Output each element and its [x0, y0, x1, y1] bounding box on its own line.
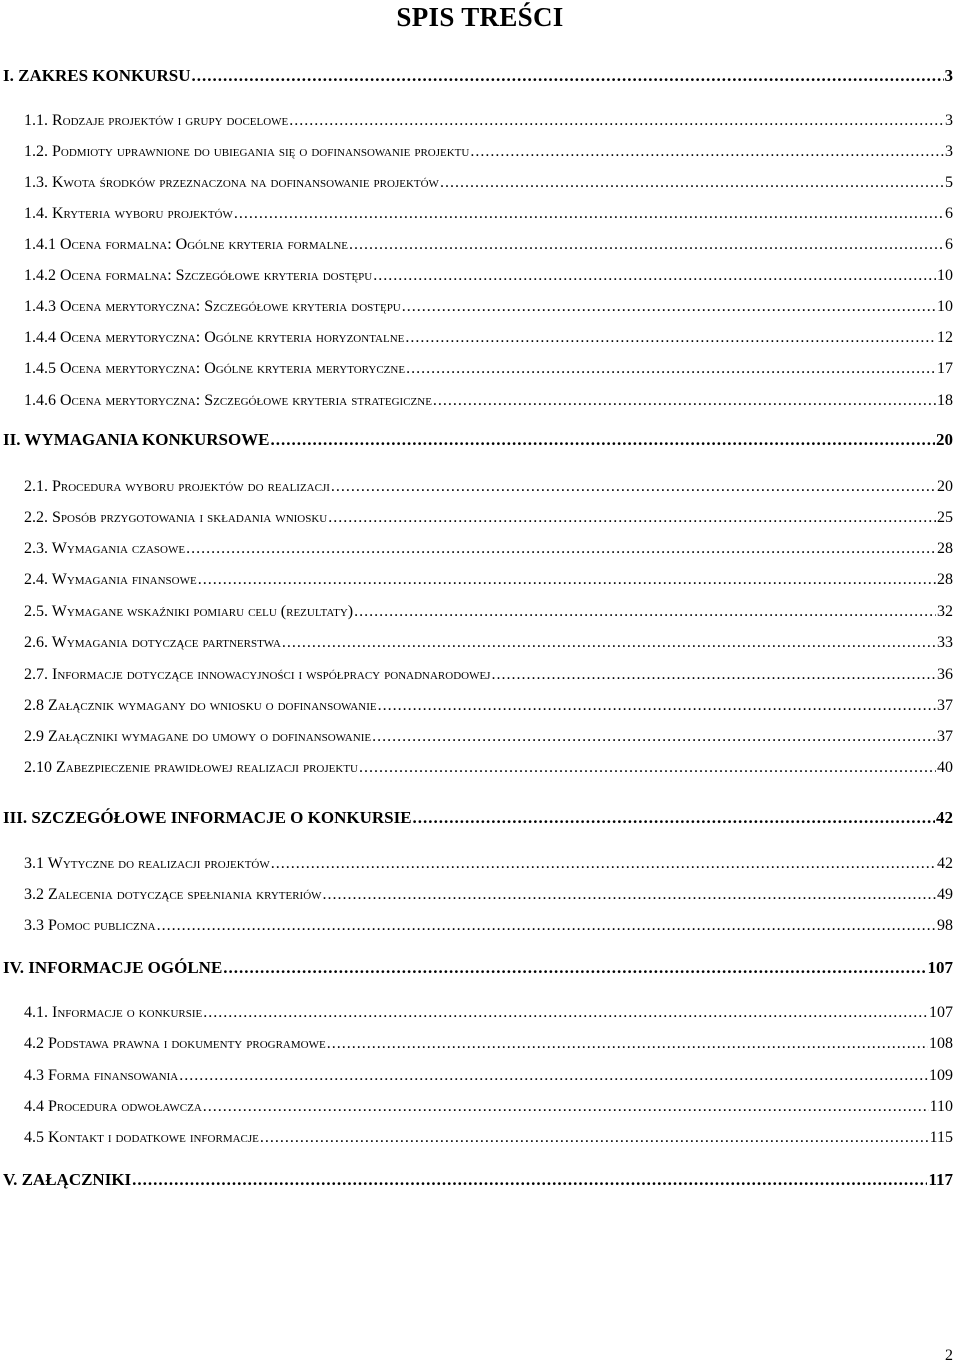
toc-entry-page: 28 [937, 571, 953, 588]
toc-entry-label: 1.4.4 Ocena merytoryczna: Ogólne kryteria horyzontalne [24, 329, 405, 346]
toc-entry-page: 3 [945, 112, 953, 129]
toc-entry[interactable] [24, 917, 953, 935]
toc-leader-dots [406, 360, 936, 378]
toc-entry-label: 1.4.5 Ocena merytoryczna: Ogólne kryteria merytoryczne [24, 360, 406, 377]
toc-entry-label: 2.9 Załączniki wymagane do umowy o dofinansowanie [24, 728, 372, 745]
toc-entry[interactable] [24, 174, 953, 192]
toc-entry[interactable] [24, 112, 953, 130]
toc-leader-dots [354, 603, 936, 621]
toc-entry[interactable] [24, 298, 953, 316]
toc-leader-dots [198, 571, 936, 589]
toc-entry[interactable] [24, 697, 953, 715]
toc-entry-page: 5 [945, 174, 953, 191]
toc-leader-dots [203, 1004, 928, 1022]
toc-leader-dots [179, 1067, 928, 1085]
toc-entry[interactable] [24, 728, 953, 746]
toc-entry-page: 10 [937, 298, 953, 315]
toc-entry[interactable] [24, 360, 953, 378]
toc-entry-label: 4.5 Kontakt i dodatkowe informacje [24, 1129, 259, 1146]
toc-leader-dots [203, 1098, 929, 1116]
toc-leader-dots [289, 112, 944, 130]
page-title: SPIS TREŚCI [396, 2, 564, 32]
toc-leader-dots [282, 634, 936, 652]
toc-entry[interactable] [3, 66, 953, 86]
toc-entry-label: 2.1. Procedura wyboru projektów do realizacji [24, 478, 330, 495]
toc-entry-label: 2.7. Informacje dotyczące innowacyjności i współpracy ponadnarodowej [24, 666, 491, 683]
toc-leader-dots [405, 329, 936, 347]
toc-entry-page: 42 [936, 808, 953, 827]
toc-entry-label: I. ZAKRES KONKURSU [3, 66, 191, 85]
toc-entry-label: II. WYMAGANIA KONKURSOWE [3, 430, 270, 449]
toc-leader-dots [192, 66, 944, 86]
toc-entry-page: 115 [929, 1129, 953, 1146]
toc-entry[interactable] [24, 478, 953, 496]
toc-entry-page: 33 [937, 634, 953, 651]
toc-entry[interactable] [24, 603, 953, 621]
toc-leader-dots [373, 267, 936, 285]
toc-leader-dots [349, 236, 944, 254]
toc-entry[interactable] [24, 329, 953, 347]
toc-entry-label: 1.4.2 Ocena formalna: Szczegółowe kryteria dostępu [24, 267, 373, 284]
toc-leader-dots [372, 728, 936, 746]
toc-entry[interactable] [24, 236, 953, 254]
toc-entry[interactable] [24, 1035, 953, 1053]
toc-leader-dots [402, 298, 936, 316]
toc-entry-page: 6 [945, 205, 953, 222]
toc-entry[interactable] [3, 430, 953, 450]
toc-leader-dots [440, 174, 944, 192]
toc-entry[interactable] [24, 571, 953, 589]
toc-entry-page: 40 [937, 759, 953, 776]
toc-entry-page: 37 [937, 728, 953, 745]
toc-leader-dots [223, 958, 926, 978]
toc-entry-label: 2.3. Wymagania czasowe [24, 540, 186, 557]
toc-entry-label: 2.4. Wymagania finansowe [24, 571, 197, 588]
toc-entry[interactable] [24, 392, 953, 410]
toc-entry[interactable] [24, 634, 953, 652]
toc-entry[interactable] [24, 509, 953, 527]
toc-entry[interactable] [24, 540, 953, 558]
toc-entry-page: 107 [929, 1004, 953, 1021]
toc-entry-page: 36 [937, 666, 953, 683]
toc-entry-label: 1.4.6 Ocena merytoryczna: Szczegółowe kryteria strategiczne [24, 392, 432, 409]
toc-entry-label: 2.6. Wymagania dotyczące partnerstwa [24, 634, 281, 651]
toc-leader-dots [491, 666, 936, 684]
toc-entry[interactable] [24, 886, 953, 904]
toc-entry-page: 18 [937, 392, 953, 409]
toc-entry-page: 6 [945, 236, 953, 253]
toc-entry[interactable] [3, 808, 953, 828]
toc-entry-page: 20 [936, 430, 953, 449]
toc-entry-page: 32 [937, 603, 953, 620]
toc-entry-page: 20 [937, 478, 953, 495]
toc-entry-label: 4.1. Informacje o konkursie [24, 1004, 203, 1021]
toc-entry[interactable] [24, 267, 953, 285]
toc-leader-dots [331, 478, 936, 496]
toc-entry-label: 2.2. Sposób przygotowania i składania wniosku [24, 509, 328, 526]
toc-leader-dots [378, 697, 936, 715]
toc-entry[interactable] [3, 1170, 953, 1190]
toc-entry-page: 28 [937, 540, 953, 557]
toc-leader-dots [413, 808, 935, 828]
toc-entry[interactable] [24, 205, 953, 223]
toc-leader-dots [470, 143, 944, 161]
toc-entry-label: III. SZCZEGÓŁOWE INFORMACJE O KONKURSIE [3, 808, 412, 827]
toc-leader-dots [271, 430, 935, 450]
toc-entry[interactable] [24, 759, 953, 777]
toc-entry-label: 1.3. Kwota środków przeznaczona na dofinansowanie projektów [24, 174, 439, 191]
toc-entry-label: 3.3 Pomoc publiczna [24, 917, 156, 934]
toc-entry-label: 1.1. Rodzaje projektów i grupy docelowe [24, 112, 289, 129]
toc-entry-page: 117 [928, 1170, 953, 1189]
toc-entry-page: 42 [937, 855, 953, 872]
toc-leader-dots [271, 855, 936, 873]
toc-entry[interactable] [24, 143, 953, 161]
toc-leader-dots [327, 1035, 928, 1053]
toc-entry-label: 1.4.1 Ocena formalna: Ogólne kryteria formalne [24, 236, 349, 253]
toc-entry-page: 49 [937, 886, 953, 903]
toc-entry-label: 4.3 Forma finansowania [24, 1067, 179, 1084]
toc-entry-page: 10 [937, 267, 953, 284]
toc-entry[interactable] [24, 1129, 953, 1147]
toc-entry-label: 4.2 Podstawa prawna i dokumenty programowe [24, 1035, 326, 1052]
toc-leader-dots [433, 392, 936, 410]
toc-entry-label: 4.4 Procedura odwoławcza [24, 1098, 202, 1115]
toc-entry[interactable] [24, 855, 953, 873]
toc-entry-label: 3.2 Zalecenia dotyczące spełniania kryteriów [24, 886, 322, 903]
toc-entry-page: 12 [937, 329, 953, 346]
toc-leader-dots [234, 205, 944, 223]
toc-leader-dots [157, 917, 936, 935]
toc-entry-label: 1.4. Kryteria wyboru projektów [24, 205, 233, 222]
toc-entry-label: 2.8 Załącznik wymagany do wniosku o dofinansowanie [24, 697, 377, 714]
toc-entry-label: 1.2. Podmioty uprawnione do ubiegania się o dofinansowanie projektu [24, 143, 470, 160]
toc-entry-page: 107 [927, 958, 953, 977]
toc-entry-label: 2.5. Wymagane wskaźniki pomiaru celu (rezultaty) [24, 603, 354, 620]
toc-entry-page: 37 [937, 697, 953, 714]
toc-entry-label: V. ZAŁĄCZNIKI [3, 1170, 132, 1189]
toc-entry-page: 25 [937, 509, 953, 526]
toc-entry-label: 3.1 Wytyczne do realizacji projektów [24, 855, 270, 872]
toc-entry-label: 2.10 Zabezpieczenie prawidłowej realizacji projektu [24, 759, 358, 776]
toc-entry[interactable] [24, 1004, 953, 1022]
toc-entry-label: 1.4.3 Ocena merytoryczna: Szczegółowe kryteria dostępu [24, 298, 401, 315]
toc-entry-page: 98 [937, 917, 953, 934]
toc-leader-dots [132, 1170, 927, 1190]
toc-entry[interactable] [3, 958, 953, 978]
toc-entry[interactable] [24, 666, 953, 684]
toc-entry-page: 108 [929, 1035, 953, 1052]
toc-entry-page: 17 [937, 360, 953, 377]
toc-leader-dots [323, 886, 936, 904]
toc-leader-dots [359, 759, 936, 777]
toc-entry-page: 3 [945, 143, 953, 160]
toc-entry[interactable] [24, 1098, 953, 1116]
toc-leader-dots [328, 509, 936, 527]
toc-entry-label: IV. INFORMACJE OGÓLNE [3, 958, 223, 977]
toc-entry[interactable] [24, 1067, 953, 1085]
page-number: 2 [945, 1347, 953, 1364]
toc-entry-page: 3 [944, 66, 953, 85]
toc-entry-page: 109 [929, 1067, 953, 1084]
toc-entry-page: 110 [929, 1098, 953, 1115]
toc-leader-dots [186, 540, 936, 558]
toc-leader-dots [260, 1129, 929, 1147]
